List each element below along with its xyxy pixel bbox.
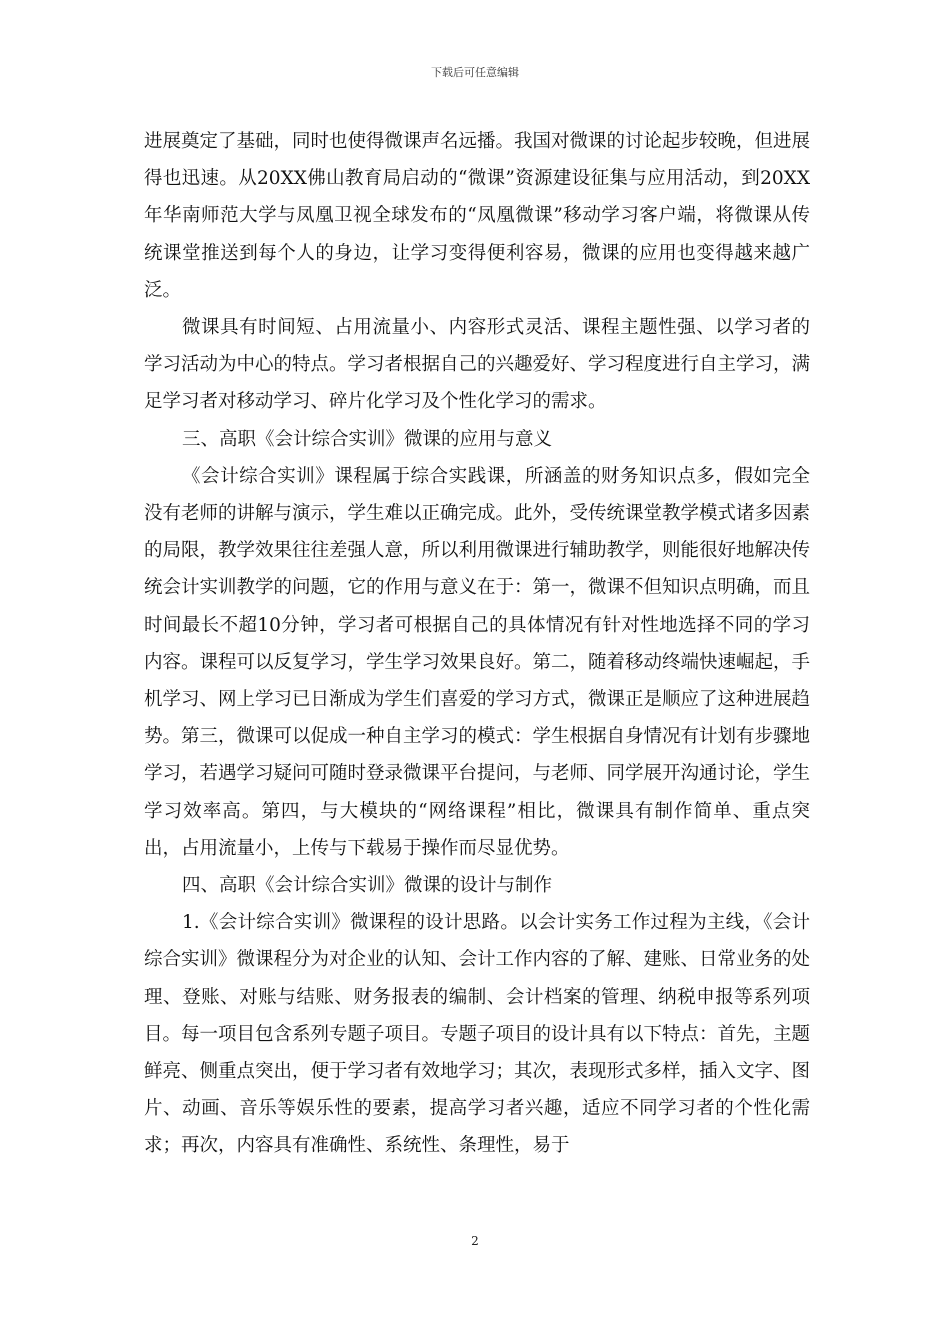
body-paragraph-design-approach: 1.《会计综合实训》微课程的设计思路。以会计实务工作过程为主线，《会计综合实训》微课程分为对企业的认知、会计工作内容的了解、建账、日常业务的处理、登账、对账与结账、财务报表的编制、会计档案的管理、纳税申报等系列项目。每一项目包含系列专题子项目。专题子项目的设计具有以下特点：首先，主题鲜亮、侧重点突出，便于学习者有效地学习；其次，表现形式多样，插入文字、图片、动画、音乐等娱乐性的要素，提高学习者兴趣，适应不同学习者的个性化需求；再次，内容具有准确性、系统性、条理性，易于: [144, 912, 811, 1157]
document-body: [144, 123, 810, 1165]
body-paragraph-continuation: 进展奠定了基础，同时也使得微课声名远播。我国对微课的讨论起步较晚，但进展得也迅速。从20XX佛山教育局启动的“微课”资源建设征集与应用活动，到20XX年华南师范大学与凤凰卫视全球发布的“凤凰微课”移动学习客户端，将微课从传统课堂推送到每个人的身边，让学习变得便利容易，微课的应用也变得越来越广泛。: [144, 131, 811, 301]
body-paragraph-microcourse-features: 微课具有时间短、占用流量小、内容形式灵活、课程主题性强、以学习者的学习活动为中心的特点。学习者根据自己的兴趣爱好、学习程度进行自主学习，满足学习者对移动学习、碎片化学习及个性化学习的需求。: [144, 317, 811, 413]
body-paragraph-application-significance: 《会计综合实训》课程属于综合实践课，所涵盖的财务知识点多，假如完全没有老师的讲解与演示，学生难以正确完成。此外，受传统课堂教学模式诸多因素的局限，教学效果往往差强人意，所以利用微课进行辅助教学，则能很好地解决传统会计实训教学的问题，它的作用与意义在于：第一，微课不但知识点明确，而且时间最长不超10分钟，学习者可根据自己的具体情况有针对性地选择不同的学习内容。课程可以反复学习，学生学习效果良好。第二，随着移动终端快速崛起，手机学习、网上学习已日渐成为学生们喜爱的学习方式，微课正是顺应了这种进展趋势。第三，微课可以促成一种自主学习的模式：学生根据自身情况有计划有步骤地学习，若遇学习疑问可随时登录微课平台提问，与老师、同学展开沟通讨论，学生学习效率高。第四，与大模块的“网络课程”相比，微课具有制作简单、重点突出，占用流量小，上传与下载易于操作而尽显优势。: [144, 465, 811, 859]
page-number: 2: [471, 1234, 479, 1248]
page-header: 下载后可任意编辑: [431, 66, 519, 79]
section-heading-three: 三、高职《会计综合实训》微课的应用与意义: [182, 428, 553, 450]
section-heading-four: 四、高职《会计综合实训》微课的设计与制作: [182, 875, 553, 897]
